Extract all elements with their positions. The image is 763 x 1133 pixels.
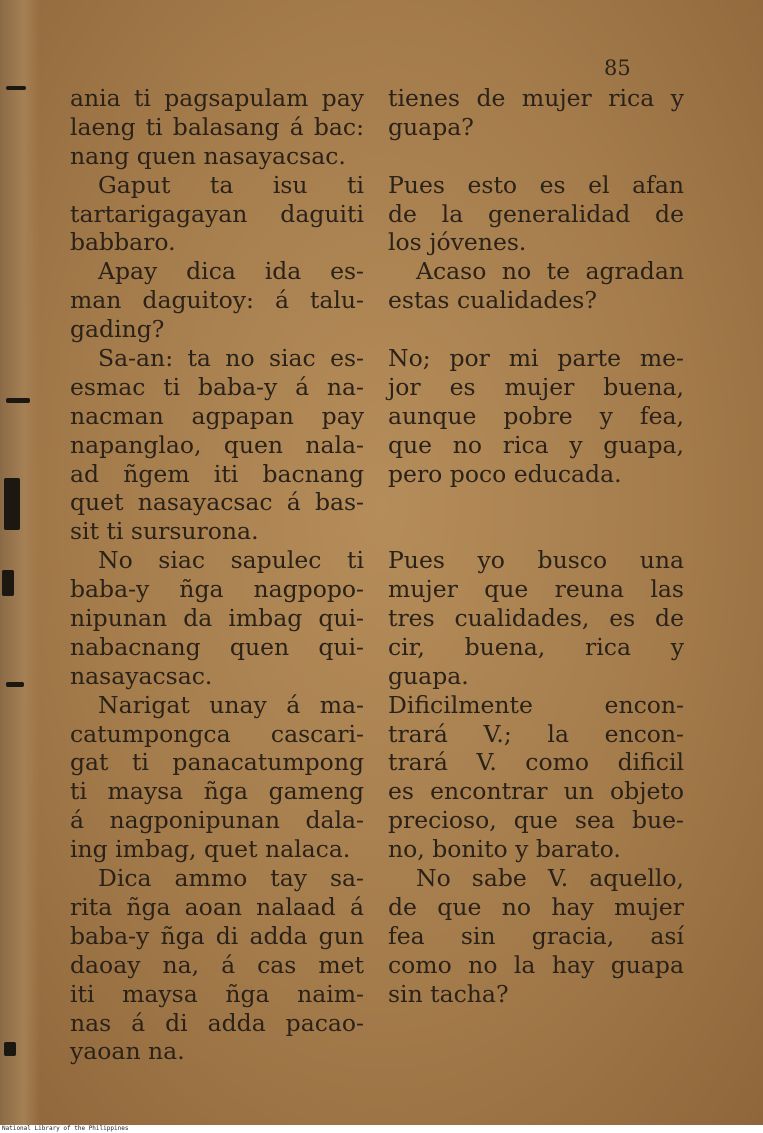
text-line: baba-y ñga nagpopo- xyxy=(70,575,364,604)
text-line: guapa. xyxy=(388,661,469,690)
text-line: yaoan na. xyxy=(70,1037,185,1066)
binding-mark xyxy=(6,682,24,687)
text-line: sit ti sursurona. xyxy=(70,517,259,546)
text-line: gat ti panacatumpong xyxy=(70,748,364,777)
spanish-text-column xyxy=(388,84,684,1009)
text-line: Sa-an: ta no siac es- xyxy=(98,344,364,373)
text-line: babbaro. xyxy=(70,228,176,257)
text-line: nas á di adda pacao- xyxy=(70,1008,364,1037)
page-edge-shadow xyxy=(0,0,40,1125)
blank-line xyxy=(388,488,684,517)
text-line: Acaso no te agradan xyxy=(416,257,684,286)
text-line: ania ti pagsapulam pay xyxy=(70,84,364,112)
text-line: es encontrar un objeto xyxy=(388,777,684,806)
text-line: man daguitoy: á talu- xyxy=(70,286,364,315)
text-line: tartarigagayan daguiti xyxy=(70,199,364,228)
text-line: catumpongca cascari- xyxy=(70,719,364,748)
text-line: quet nasayacsac á bas- xyxy=(70,488,364,517)
text-line: fea sin gracia, así xyxy=(388,921,684,950)
text-line: cir, buena, rica y xyxy=(388,632,684,661)
binding-mark xyxy=(4,1042,16,1056)
text-line: baba-y ñga di adda gun xyxy=(70,921,364,950)
binding-mark xyxy=(6,86,26,90)
text-line: mujer que reuna las xyxy=(388,575,684,604)
text-line: pero poco educada. xyxy=(388,459,622,488)
text-line: No; por mi parte me- xyxy=(388,344,684,373)
text-line: que no rica y guapa, xyxy=(388,430,684,459)
text-line: los jóvenes. xyxy=(388,228,527,257)
text-line: trará V.; la encon- xyxy=(388,719,684,748)
text-line: napanglao, quen nala- xyxy=(70,430,364,459)
text-line: rita ñga aoan nalaad á xyxy=(70,892,364,921)
text-line: Dica ammo tay sa- xyxy=(98,864,364,893)
text-line: á nagponipunan dala- xyxy=(70,806,364,835)
text-line: No siac sapulec ti xyxy=(98,546,364,575)
text-line: tienes de mujer rica y xyxy=(388,84,684,112)
text-line: Pues yo busco una xyxy=(388,546,684,575)
text-line: trará V. como dificil xyxy=(388,748,684,777)
text-line: laeng ti balasang á bac: xyxy=(70,112,364,141)
text-line: No sabe V. aquello, xyxy=(416,864,684,893)
text-line: ti maysa ñga gameng xyxy=(70,777,364,806)
blank-line xyxy=(388,517,684,546)
text-line: Dificilmente encon- xyxy=(388,690,684,719)
text-line: sin tacha? xyxy=(388,979,509,1008)
text-line: aunque pobre y fea, xyxy=(388,401,684,430)
text-line: como no la hay guapa xyxy=(388,950,684,979)
text-line: nasayacsac. xyxy=(70,661,213,690)
text-line: no, bonito y barato. xyxy=(388,835,621,864)
text-line: Narigat unay á ma- xyxy=(98,690,364,719)
text-line: nang quen nasayacsac. xyxy=(70,141,346,170)
ilocano-text-column xyxy=(70,84,364,1066)
text-line: Apay dica ida es- xyxy=(98,257,364,286)
page-number: 85 xyxy=(604,56,631,80)
binding-mark xyxy=(4,478,20,530)
text-line: esmac ti baba-y á na- xyxy=(70,372,364,401)
text-line: gading? xyxy=(70,315,165,344)
text-line: nipunan da imbag qui- xyxy=(70,604,364,633)
binding-mark xyxy=(2,570,14,596)
library-credit: National Library of the Philippines xyxy=(2,1125,129,1132)
text-line: nacman agpapan pay xyxy=(70,401,364,430)
text-line: tres cualidades, es de xyxy=(388,604,684,633)
text-line: precioso, que sea bue- xyxy=(388,806,684,835)
text-line: jor es mujer buena, xyxy=(388,372,684,401)
binding-mark xyxy=(6,398,30,403)
text-line: daoay na, á cas met xyxy=(70,950,364,979)
text-line: estas cualidades? xyxy=(388,286,597,315)
blank-line xyxy=(388,142,684,171)
text-line: Gaput ta isu ti xyxy=(98,170,364,199)
blank-line xyxy=(388,315,684,344)
text-line: nabacnang quen qui- xyxy=(70,632,364,661)
text-line: Pues esto es el afan xyxy=(388,170,684,199)
text-line: iti maysa ñga naim- xyxy=(70,979,364,1008)
text-line: ad ñgem iti bacnang xyxy=(70,459,364,488)
text-line: de la generalidad de xyxy=(388,199,684,228)
text-line: ing imbag, quet nalaca. xyxy=(70,835,351,864)
text-line: de que no hay mujer xyxy=(388,892,684,921)
text-line: guapa? xyxy=(388,112,474,141)
